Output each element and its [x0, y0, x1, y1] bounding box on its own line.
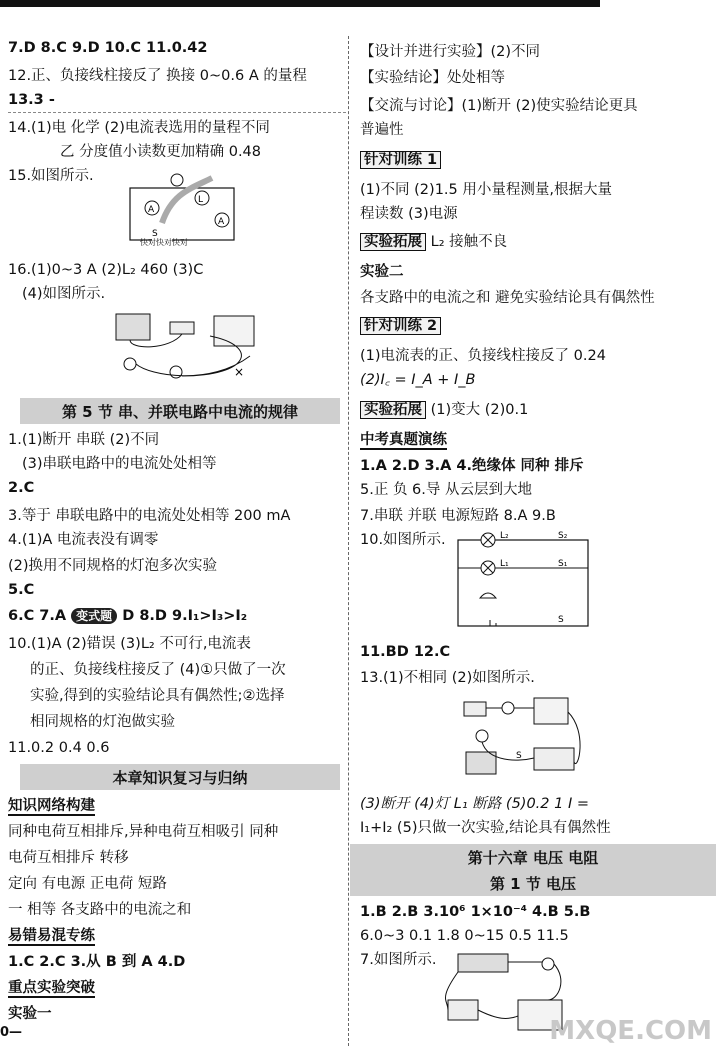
answer-line: 乙 分度值小读数更加精确 0.48: [60, 144, 262, 160]
figure-caption: 快对快对快对: [140, 238, 188, 247]
answer-line: 11.BD 12.C: [360, 644, 451, 660]
svg-text:L: L: [198, 195, 204, 205]
answer-line: 【交流与讨论】(1)断开 (2)使实验结论更具: [360, 98, 638, 114]
answer-line: 程读数 (3)电源: [360, 206, 458, 222]
answer-line: 实验二: [360, 264, 404, 280]
circuit-diagram-13: [458, 692, 598, 782]
answer-line: 1.A 2.D 3.A 4.绝缘体 同种 排斥: [360, 458, 584, 474]
answer-line: 【设计并进行实验】(2)不同: [360, 44, 541, 60]
answer-line: (1)不同 (2)1.5 用小量程测量,根据大量: [360, 182, 612, 198]
svg-text:A: A: [148, 205, 155, 215]
practice-box: 针对训练 1: [360, 151, 441, 169]
answer-line: 12.正、负接线柱接反了 换接 0~0.6 A 的量程: [8, 68, 307, 84]
answer-line: 13.3 -: [8, 92, 55, 108]
section-heading: [8, 796, 95, 816]
answer-line: 电荷互相排斥 转移: [8, 850, 129, 866]
answer-line: 4.(1)A 电流表没有调零: [8, 532, 159, 548]
extension-box: 实验拓展: [360, 401, 426, 419]
answer-part: (1)变大 (2)0.1: [430, 402, 529, 418]
column-divider: [348, 36, 349, 1046]
practice-box: 针对训练 2: [360, 317, 441, 335]
page-number: 0—: [0, 1025, 23, 1040]
svg-text:S₂: S₂: [558, 531, 568, 541]
heading-text: 中考真题演练: [360, 432, 447, 448]
answer-line: 14.(1)电 化学 (2)电流表选用的量程不同: [8, 120, 270, 136]
answer-line: I₁+I₂ (5)只做一次实验,结论具有偶然性: [360, 820, 611, 836]
answer-line: 11.0.2 0.4 0.6: [8, 740, 110, 756]
answer-line: 13.(1)不相同 (2)如图所示.: [360, 670, 535, 686]
heading-text: 易错易混专练: [8, 928, 95, 944]
answer-line: 定向 有电源 正电荷 短路: [8, 876, 167, 892]
answer-line: 普遍性: [360, 122, 404, 138]
section-heading: [8, 926, 95, 946]
label-box-line: [360, 150, 441, 170]
answer-line: (4)如图所示.: [22, 286, 106, 302]
svg-text:S₁: S₁: [558, 559, 568, 569]
section-banner: 第 1 节 电压: [350, 870, 716, 896]
answer-line: (3)串联电路中的电流处处相等: [22, 456, 217, 472]
answer-line: 7.如图所示.: [360, 952, 437, 968]
answer-line: 7.串联 并联 电源短路 8.A 9.B: [360, 508, 556, 524]
answer-line: 1.C 2.C 3.从 B 到 A 4.D: [8, 954, 186, 970]
variant-tag: 变式题: [71, 608, 117, 624]
answer-line: (3)断开 (4)灯 L₁ 断路 (5)0.2 1 I =: [360, 796, 589, 812]
answer-line: 相同规格的灯泡做实验: [30, 714, 175, 730]
extension-box: 实验拓展: [360, 233, 426, 251]
answer-line: 的正、负接线柱接反了 (4)①只做了一次: [30, 662, 286, 678]
heading-text: 重点实验突破: [8, 980, 95, 996]
answer-line: 实验,得到的实验结论具有偶然性;②选择: [30, 688, 285, 704]
answer-line: (2)I꜀ = I_A + I_B: [360, 372, 476, 388]
section-banner: 第 5 节 串、并联电路中电流的规律: [20, 398, 340, 424]
answer-line: 5.C: [8, 582, 35, 598]
top-bar: [0, 0, 600, 7]
svg-text:A: A: [218, 217, 225, 227]
answer-line: 2.C: [8, 480, 35, 496]
svg-text:×: ×: [234, 365, 245, 379]
answer-part: D 8.D 9.I₁>I₃>I₂: [122, 608, 248, 624]
circuit-diagram-16: [110, 306, 270, 392]
section-heading: [8, 978, 95, 998]
svg-text:L₂: L₂: [500, 531, 509, 541]
answer-line: [360, 232, 507, 252]
separator: [8, 112, 346, 113]
answer-line: 6.0~3 0.1 1.8 0~15 0.5 11.5: [360, 928, 569, 944]
answer-line: [360, 400, 528, 420]
svg-text:S: S: [516, 751, 522, 761]
answer-line: 3.等于 串联电路中的电流处处相等 200 mA: [8, 508, 291, 524]
answer-line: 16.(1)0~3 A (2)L₂ 460 (3)C: [8, 262, 204, 278]
section-heading: [360, 430, 447, 450]
answer-line: (2)换用不同规格的灯泡多次实验: [8, 558, 218, 574]
watermark: MXQE.COM: [549, 1016, 712, 1046]
answer-line: [8, 606, 247, 626]
svg-text:S: S: [152, 229, 158, 239]
answer-line: 10.如图所示.: [360, 532, 446, 548]
svg-text:S: S: [558, 615, 564, 625]
section-banner: 本章知识复习与归纳: [20, 764, 340, 790]
answer-line: (1)电流表的正、负接线柱接反了 0.24: [360, 348, 606, 364]
answer-line: 【实验结论】处处相等: [360, 70, 505, 86]
answer-line: 7.D 8.C 9.D 10.C 11.0.42: [8, 40, 208, 56]
answer-line: 15.如图所示.: [8, 168, 94, 184]
answer-part: L₂ 接触不良: [430, 234, 508, 250]
answer-line: 1.B 2.B 3.10⁶ 1×10⁻⁴ 4.B 5.B: [360, 904, 591, 920]
answer-line: 10.(1)A (2)错误 (3)L₂ 不可行,电流表: [8, 636, 251, 652]
answer-line: 1.(1)断开 串联 (2)不同: [8, 432, 160, 448]
answer-line: 同种电荷互相排斥,异种电荷互相吸引 同种: [8, 824, 279, 840]
chapter-banner: 第十六章 电压 电阻: [350, 844, 716, 870]
label-box-line: [360, 316, 441, 336]
circuit-diagram-10: [450, 528, 600, 640]
svg-text:L₁: L₁: [500, 559, 509, 569]
answer-part: 6.C 7.A: [8, 608, 67, 624]
answer-line: 5.正 负 6.导 从云层到大地: [360, 482, 532, 498]
answer-line: 一 相等 各支路中的电流之和: [8, 902, 192, 918]
answer-line: 实验一: [8, 1006, 52, 1022]
answer-line: 各支路中的电流之和 避免实验结论具有偶然性: [360, 290, 655, 306]
heading-text: 知识网络构建: [8, 798, 95, 814]
